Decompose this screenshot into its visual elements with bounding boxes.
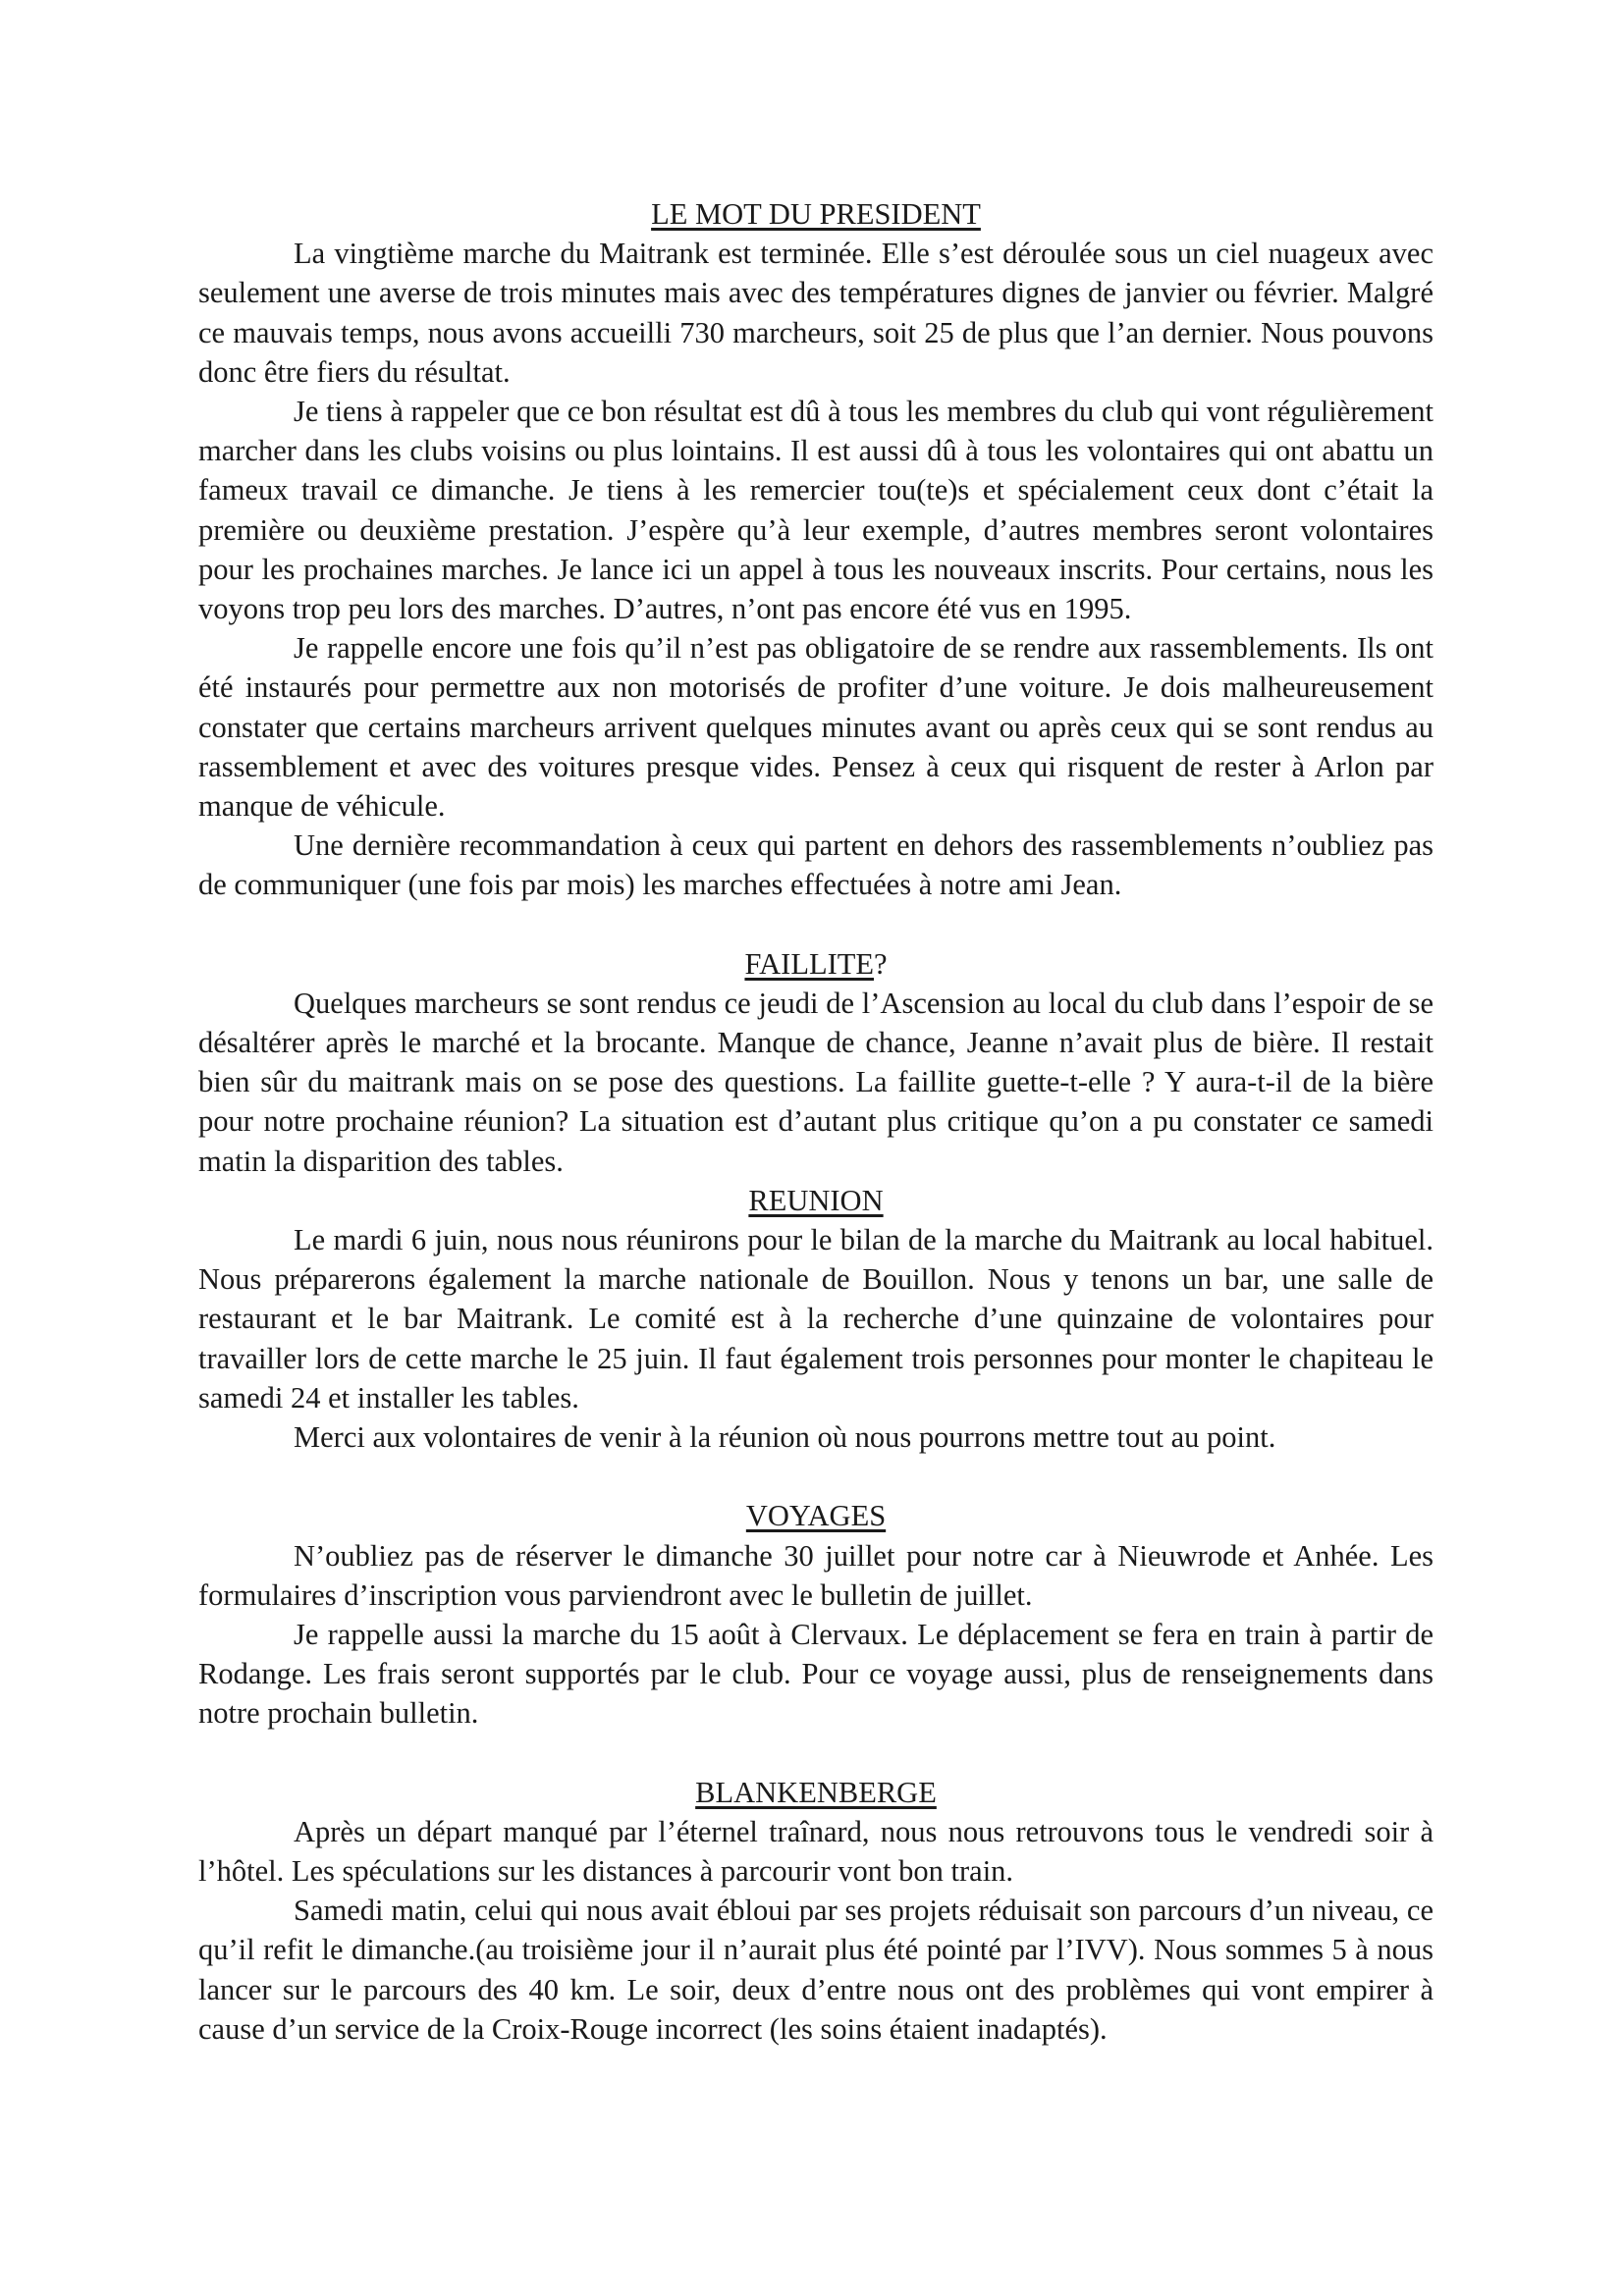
paragraph: Après un départ manqué par l’éternel traînard, nous nous retrouvons tous le vendredi soir à l’hôtel. Les spéculations sur les distances à parcourir vont bon train. [198,1814,1434,1888]
paragraph: Le mardi 6 juin, nous nous réunirons pour le bilan de la marche du Maitrank au local habituel. Nous préparerons également la marche nationale de Bouillon. Nous y tenons un bar, une salle de restaurant et le bar Maitrank. Le comité est à la recherche d’une quinzaine de volontaires pour travailler lors de cette marche le 25 juin. Il faut également trois personnes pour monter le chapiteau le samedi 24 et installer les tables. [198,1223,1434,1415]
section-reunion [198,1181,1434,1457]
section-faillite [198,944,1434,1181]
section-voyages [198,1496,1434,1733]
spacer [198,1457,1434,1496]
section-title: BLANKENBERGE [695,1775,937,1809]
document-page [198,194,1434,2049]
section-title-suffix: ? [874,946,888,981]
paragraph: Je rappelle encore une fois qu’il n’est pas obligatoire de se rendre aux rassemblements. Ils ont été instaurés pour permettre aux non motorisés de profiter d’une voiture. Je dois malheureusement constater que certains marcheurs arrivent quelques minutes avant ou après ceux qui se sont rendus au rassemblement et avec des voitures presque vides. Pensez à ceux qui risquent de rester à Arlon par manque de véhicule. [198,631,1434,824]
paragraph: Une dernière recommandation à ceux qui partent en dehors des rassemblements n’oubliez pas de communiquer (une fois par mois) les marches effectuées à notre ami Jean. [198,828,1434,902]
spacer [198,1734,1434,1773]
section-mot-du-president [198,194,1434,905]
paragraph: La vingtième marche du Maitrank est terminée. Elle s’est déroulée sous un ciel nuageux avec seulement une averse de trois minutes mais avec des températures dignes de janvier ou février. Malgré ce mauvais temps, nous avons accueilli 730 marcheurs, soit 25 de plus que l’an dernier. Nous pouvons donc être fiers du résultat. [198,237,1434,389]
section-heading [198,1773,1434,1812]
section-title: VOYAGES [745,1499,887,1533]
paragraph: Samedi matin, celui qui nous avait ébloui par ses projets réduisait son parcours d’un niveau, ce qu’il refit le dimanche.(au troisième jour il n’aurait plus été pointé par l’IVV). Nous sommes 5 à nous lancer sur le parcours des 40 km. Le soir, deux d’entre nous ont des problèmes qui vont empirer à cause d’un service de la Croix-Rouge incorrect (les soins étaient inadaptés). [198,1894,1434,2046]
paragraph: Je rappelle aussi la marche du 15 août à Clervaux. Le déplacement se fera en train à partir de Rodange. Les frais seront supportés par le club. Pour ce voyage aussi, plus de renseignements dans notre prochain bulletin. [198,1617,1434,1731]
section-heading [198,194,1434,234]
paragraph: Merci aux volontaires de venir à la réunion où nous pourrons mettre tout au point. [294,1420,1276,1455]
section-title: LE MOT DU PRESIDENT [651,197,981,231]
section-title: FAILLITE [744,946,874,981]
paragraph: Je tiens à rappeler que ce bon résultat est dû à tous les membres du club qui vont régulièrement marcher dans les clubs voisins ou plus lointains. Il est aussi dû à tous les volontaires qui ont abattu un fameux travail ce dimanche. Je tiens à les remercier tou(te)s et spécialement ceux dont c’était la première ou deuxième prestation. J’espère qu’à leur exemple, d’autres membres seront volontaires pour les prochaines marches. Je lance ici un appel à tous les nouveaux inscrits. Pour certains, nous les voyons trop peu lors des marches. D’autres, n’ont pas encore été vus en 1995. [198,395,1434,626]
section-heading [198,1496,1434,1535]
section-heading [198,1181,1434,1220]
section-title: REUNION [748,1183,884,1217]
section-blankenberge [198,1773,1434,2049]
paragraph: N’oubliez pas de réserver le dimanche 30 juillet pour notre car à Nieuwrode et Anhée. Les formulaires d’inscription vous parviendront avec le bulletin de juillet. [198,1538,1434,1612]
paragraph: Quelques marcheurs se sont rendus ce jeudi de l’Ascension au local du club dans l’espoir de se désaltérer après le marché et la brocante. Manque de chance, Jeanne n’avait plus de bière. Il restait bien sûr du maitrank mais on se pose des questions. La faillite guette-t-elle ? Y aura-t-il de la bière pour notre prochaine réunion? La situation est d’autant plus critique qu’on a pu constater ce samedi matin la disparition des tables. [198,986,1434,1178]
section-heading [198,944,1434,984]
spacer [198,905,1434,944]
